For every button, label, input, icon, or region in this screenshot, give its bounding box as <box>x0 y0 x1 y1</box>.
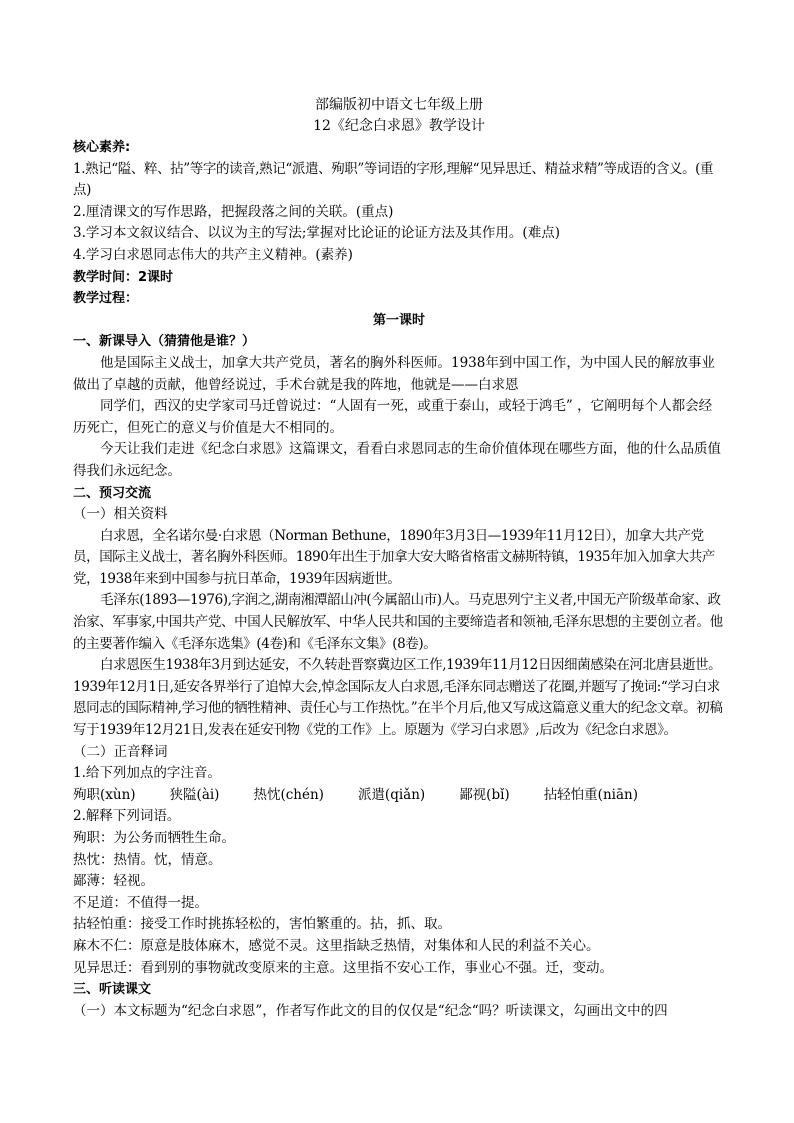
core-item-1: 1.熟记“隘、粹、拈”等字的读音,熟记“派遣、殉职”等词语的字形,理解“见异思迁、精益求精”等成语的含义。(重点) <box>73 160 714 199</box>
section-2-sub-1: （一）相关资料 <box>73 506 168 523</box>
section-3-para: （一）本文标题为“纪念白求恩”，作者写作此文的目的仅仅是“纪念“吗？听读课文，勾画出文中的四 <box>73 1002 668 1019</box>
section-1-heading: 一、新课导入（猜猜他是谁？） <box>73 334 256 350</box>
definition: 热忱：热情。忱，情意。 <box>73 851 222 868</box>
pinyin-item: 热忱(chén) <box>253 786 324 803</box>
definition: 见异思迁：看到别的事物就改变原来的主意。这里指不安心工作，事业心不强。迁，变动。 <box>73 959 613 976</box>
section-1-para-1: 他是国际主义战士，加拿大共产党员，著名的胸外科医师。1938年到中国工作，为中国人民的解放事业做出了卓越的贡献，他曾经说过，手术台就是我的阵地，他就是——白求恩 <box>73 354 715 393</box>
section-3-heading: 三、听读课文 <box>73 982 152 998</box>
pinyin-item: 鄙视(bǐ) <box>459 786 510 803</box>
core-item-3: 3.学习本文叙议结合、以议为主的写法;掌握对比论证的论证方法及其作用。(难点) <box>73 225 560 242</box>
core-heading: 核心素养: <box>73 140 131 155</box>
teaching-time: 教学时间：2课时 <box>73 269 174 285</box>
doc-subtitle: 12《纪念白求恩》教学设计 <box>313 118 485 134</box>
pinyin-item: 狭隘(ài) <box>169 786 220 803</box>
pinyin-item: 殉职(xùn) <box>73 786 136 803</box>
section-2-heading: 二、预习交流 <box>73 485 152 501</box>
definition: 拈轻怕重：接受工作时挑拣轻松的，害怕繁重的。拈，抓、取。 <box>73 916 451 933</box>
definition: 鄙薄：轻视。 <box>73 873 154 890</box>
document-page <box>73 95 725 1022</box>
section-2-para-2: 毛泽东(1893—1976),字润之,湖南湘潭韶山冲(今属韶山市)人。马克思列宁主义者,中国无产阶级革命家、政治家、军事家,中国共产党、中国人民解放军、中华人民共和国的主要缔造者和领袖,毛泽东思想的主要创立者。他的主要著作编入《毛泽东选集》(4卷)和《毛泽东文集》(8卷)。 <box>73 592 723 652</box>
section-2-sub-2: （二）正音释词 <box>73 743 168 760</box>
section-1-para-2: 同学们，西汉的史学家司马迁曾说过：“人固有一死，或重于泰山，或轻于鸿毛” ，它阐明每个人都会经历死亡，但死亡的意义与价值是大不相同的。 <box>73 398 713 436</box>
core-item-2: 2.厘清课文的写作思路，把握段落之间的关联。(重点) <box>73 203 394 220</box>
pinyin-item: 拈轻怕重(niān) <box>543 786 638 803</box>
definition: 麻木不仁：原意是肢体麻木，感觉不灵。这里指缺乏热情，对集体和人民的利益不关心。 <box>73 937 600 954</box>
definition: 不足道：不值得一提。 <box>73 894 208 911</box>
section-2-para-1: 白求恩，全名诺尔曼·白求恩（Norman Bethune，1890年3月3日—1939年11月12日），加拿大共产党员，国际主义战士，著名胸外科医师。1890年出生于加拿大安大略省格雷文赫斯特镇，1935年加入加拿大共产党，1938年来到中国参与抗日革命，1939年因病逝世。 <box>73 527 715 587</box>
definition: 殉职：为公务而牺牲生命。 <box>73 830 235 846</box>
teaching-process: 教学过程： <box>73 291 139 307</box>
doc-title: 部编版初中语文七年级上册 <box>315 97 483 113</box>
question-2: 2.解释下列词语。 <box>73 808 181 825</box>
section-2-para-3: 白求恩医生1938年3月到达延安，不久转赴晋察冀边区工作,1939年11月12日因细菌感染在河北唐县逝世。1939年12月1日,延安各界举行了追悼大会,悼念国际友人白求恩,毛泽东同志赠送了花圈,并题写了挽词:“学习白求恩同志的国际精神,学习他的牺牲精神、责任心与工作热忱。”在半个月后,他又写成这篇意义重大的纪念文章。初稿写于1939年12月21日,发表在延安刊物《党的工作》上。原题为《学习白求恩》,后改为《纪念白求恩》。 <box>73 657 723 739</box>
lesson-heading: 第一课时 <box>372 312 425 328</box>
section-1-para-3: 今天让我们走进《纪念白求恩》这篇课文，看看白求恩同志的生命价值体现在哪些方面，他的什么品质值得我们永远纪念。 <box>73 441 721 479</box>
pinyin-row <box>73 785 725 807</box>
core-item-4: 4.学习白求恩同志伟大的共产主义精神。(素养) <box>73 246 353 263</box>
pinyin-item: 派遣(qiǎn) <box>357 786 426 803</box>
question-1: 1.给下列加点的字注音。 <box>73 765 221 782</box>
